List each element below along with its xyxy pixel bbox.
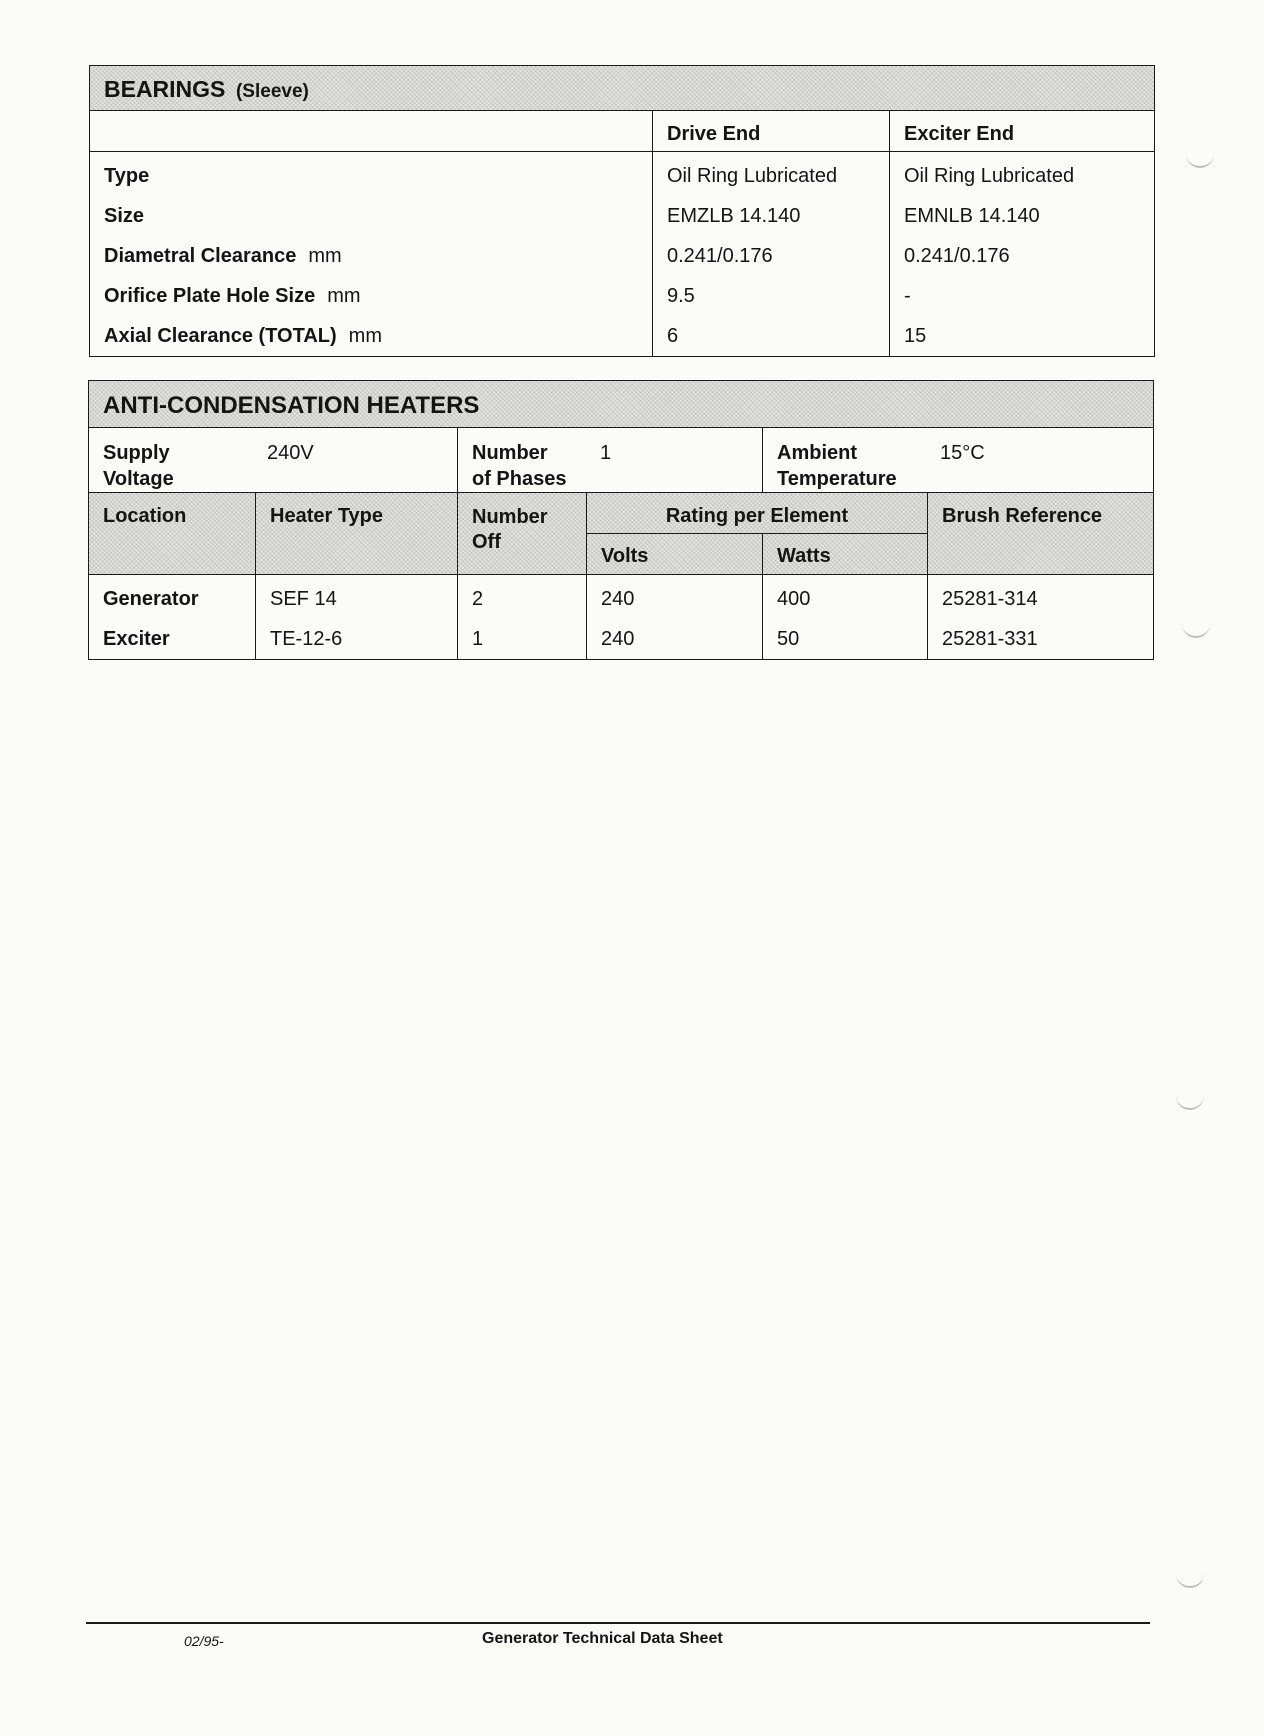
location-cells bbox=[89, 575, 256, 660]
table-cell: 0.241/0.176 bbox=[667, 245, 773, 267]
brush-reference-cells bbox=[928, 575, 1154, 660]
bearings-drive-values bbox=[653, 152, 890, 357]
header-location: Location bbox=[89, 493, 256, 575]
header-brush-reference: Brush Reference bbox=[928, 493, 1154, 575]
number-off-cells bbox=[458, 575, 587, 660]
table-cell: - bbox=[904, 285, 911, 307]
table-cell: 6 bbox=[667, 325, 679, 347]
table-cell: Exciter bbox=[103, 628, 170, 650]
bearings-title: BEARINGS bbox=[104, 76, 226, 102]
table-cell: 2 bbox=[472, 588, 484, 610]
bearings-title-cell bbox=[90, 66, 1155, 111]
binder-hole-mark bbox=[1186, 152, 1214, 168]
bearings-header-exciter: Exciter End bbox=[890, 111, 1155, 152]
ambient-temperature-value: 15°C bbox=[940, 442, 985, 464]
table-cell: 25281-314 bbox=[942, 588, 1038, 610]
table-cell: 400 bbox=[777, 588, 811, 610]
table-cell: 0.241/0.176 bbox=[904, 245, 1010, 267]
number-of-phases-cell: Number of Phases 1 bbox=[458, 428, 763, 493]
table-cell: 25281-331 bbox=[942, 628, 1038, 650]
table-cell: SEF 14 bbox=[270, 588, 337, 610]
header-rating-per-element: Rating per Element bbox=[587, 493, 928, 534]
table-cell: EMNLB 14.140 bbox=[904, 205, 1040, 227]
bearings-header-drive: Drive End bbox=[653, 111, 890, 152]
table-row-label: Axial Clearance (TOTAL) mm bbox=[104, 325, 382, 347]
number-of-phases-value: 1 bbox=[600, 442, 612, 464]
bearings-exciter-values bbox=[890, 152, 1155, 357]
header-volts: Volts bbox=[587, 534, 763, 575]
binder-hole-mark bbox=[1176, 1094, 1204, 1110]
bearings-header-blank bbox=[90, 111, 653, 152]
heaters-title-cell bbox=[89, 381, 1154, 428]
table-cell: 9.5 bbox=[667, 285, 695, 307]
table-row-label: Type bbox=[104, 165, 150, 187]
table-cell: 50 bbox=[777, 628, 800, 650]
heaters-title: ANTI-CONDENSATION HEATERS bbox=[103, 392, 480, 419]
watts-cells bbox=[763, 575, 928, 660]
volts-cells bbox=[587, 575, 763, 660]
footer-title: Generator Technical Data Sheet bbox=[482, 1630, 723, 1647]
table-cell: 240 bbox=[601, 588, 635, 610]
bearings-subtitle: (Sleeve) bbox=[235, 81, 309, 102]
ambient-temperature-cell: Ambient Temperature 15°C bbox=[763, 428, 1154, 493]
table-row-label: Diametral Clearance mm bbox=[104, 245, 342, 267]
bearings-labels bbox=[90, 152, 653, 357]
table-cell: Oil Ring Lubricated bbox=[904, 165, 1075, 187]
header-watts: Watts bbox=[763, 534, 928, 575]
table-cell: TE-12-6 bbox=[270, 628, 343, 650]
table-cell: EMZLB 14.140 bbox=[667, 205, 801, 227]
supply-voltage-value: 240V bbox=[267, 442, 314, 464]
footer-date: 02/95- bbox=[184, 1633, 224, 1649]
binder-hole-mark bbox=[1182, 622, 1210, 638]
footer-rule bbox=[86, 1622, 1150, 1624]
heater-type-cells bbox=[256, 575, 458, 660]
table-row-label: Orifice Plate Hole Size mm bbox=[104, 285, 361, 307]
supply-voltage-cell: Supply Voltage 240V bbox=[89, 428, 458, 493]
table-cell: 1 bbox=[472, 628, 484, 650]
header-number-off: Number Off bbox=[458, 493, 587, 575]
table-row-label: Size bbox=[104, 205, 145, 227]
table-cell: 240 bbox=[601, 628, 635, 650]
heaters-table bbox=[88, 380, 1154, 660]
table-cell: Oil Ring Lubricated bbox=[667, 165, 838, 187]
header-heater-type: Heater Type bbox=[256, 493, 458, 575]
table-cell: 15 bbox=[904, 325, 927, 347]
binder-hole-mark bbox=[1176, 1572, 1204, 1588]
bearings-table bbox=[89, 65, 1155, 357]
table-cell: Generator bbox=[103, 588, 199, 610]
